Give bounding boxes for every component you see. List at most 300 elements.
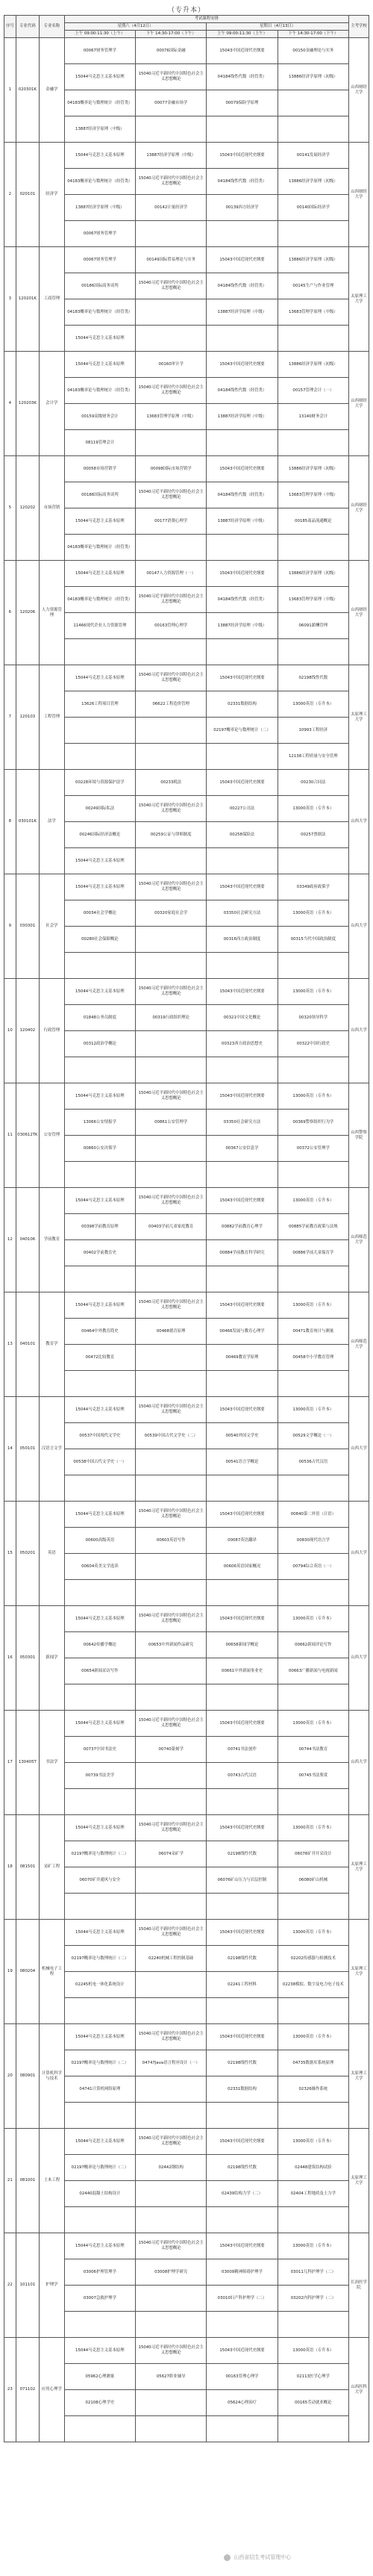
course-cell: 03350社会研究方法 [207, 900, 278, 927]
course-cell [278, 1894, 348, 1920]
course-cell: 04183概率论与数理统计（经管类） [64, 299, 135, 326]
course-cell: 15043中国近现代史纲要 [207, 1920, 278, 1946]
course-cell: 00185商品流通概论 [278, 508, 348, 535]
row-number: 7 [4, 665, 16, 770]
course-cell: 13626工程项目管理 [64, 691, 135, 718]
major-name: 计算机科学与技术 [40, 2024, 65, 2129]
major-name: 英语 [40, 1502, 65, 1606]
course-cell [64, 1162, 135, 1188]
course-cell: 00466发展与教育心理学 [207, 1319, 278, 1345]
row-number: 12 [4, 1188, 16, 1292]
course-cell: 10993工程经济 [278, 718, 348, 744]
course-cell: 02439结构力学（二） [207, 2181, 278, 2207]
course-cell: 00737中国书法史 [64, 1737, 135, 1763]
course-cell [278, 1162, 348, 1188]
course-cell [207, 430, 278, 456]
course-cell: 00177消费心理学 [136, 508, 207, 535]
course-cell: 15040习近平新时代中国特色社会主义思想概论 [136, 1292, 207, 1319]
course-cell: 15043中国近现代史纲要 [207, 770, 278, 796]
course-cell: 00163管理心理学 [136, 613, 207, 639]
host-school: 山西大学 [349, 874, 369, 979]
table-row [4, 1815, 369, 1841]
row-number: 11 [4, 1083, 16, 1188]
course-cell: 00227公司法 [207, 796, 278, 822]
row-number: 10 [4, 979, 16, 1083]
course-cell: 06070矿井通风与安全 [64, 1867, 135, 1894]
major-code: 120203K [16, 352, 39, 456]
course-cell: 02197概率论与数理统计（二） [64, 1841, 135, 1867]
course-cell [136, 1789, 207, 1815]
course-cell: 02197概率论与数理统计（二） [64, 2155, 135, 2181]
course-cell: 00744书法教育 [278, 1737, 348, 1763]
course-cell: 00149国际贸易理论与实务 [136, 247, 207, 273]
course-cell [136, 221, 207, 247]
major-name: 工商管理 [40, 247, 65, 352]
course-cell [207, 2416, 278, 2442]
course-cell: 00258保险法 [207, 822, 278, 848]
course-cell: 06076矿山压力与岩层控制 [207, 1867, 278, 1894]
course-cell: 15040习近平新时代中国特色社会主义思想概论 [136, 979, 207, 1005]
course-cell: 00372公安管理学 [278, 1136, 348, 1162]
host-school: 太原理工大学 [349, 1920, 369, 2024]
major-name: 市场营销 [40, 456, 65, 561]
host-school: 太原理工大学 [349, 247, 369, 352]
course-cell: 05962心理测量 [64, 2364, 135, 2390]
course-cell: 04747Java语言程序设计（一） [136, 2050, 207, 2076]
course-cell: 15043中国近现代史纲要 [207, 1606, 278, 1632]
course-cell: 15043中国近现代史纲要 [207, 1397, 278, 1423]
course-cell: 13886经济学原理（初级） [278, 169, 348, 195]
course-cell: 11466现代企业人力资源管理 [64, 613, 135, 639]
course-cell: 00830现代语言学 [278, 1528, 348, 1554]
host-school: 山西财经大学 [349, 456, 369, 561]
course-cell: 15040习近平新时代中国特色社会主义思想概论 [136, 1397, 207, 1423]
course-cell: 00885学前教育政策与法规 [278, 1214, 348, 1240]
row-number: 16 [4, 1606, 16, 1711]
course-cell: 13887经济学原理（中级） [64, 195, 135, 221]
host-school: 山西财经大学 [349, 352, 369, 456]
course-cell: 04735数据库系统原理 [278, 2050, 348, 2076]
course-cell: 04741计算机网络原理 [64, 2076, 135, 2103]
course-cell: 15044马克思主义基本原理 [64, 665, 135, 691]
major-code: 020101 [16, 143, 39, 247]
course-cell [136, 2312, 207, 2338]
major-name: 应用心理学 [40, 2338, 65, 2442]
course-cell: 00312政治学概论 [64, 1031, 135, 1057]
course-cell [136, 1345, 207, 1371]
course-cell: 15040习近平新时代中国特色社会主义思想概论 [136, 1920, 207, 1946]
course-cell: 13000英语（专升本） [278, 1711, 348, 1737]
course-cell: 15044马克思主义基本原理 [64, 2024, 135, 2050]
course-cell [136, 1580, 207, 1606]
course-cell [136, 718, 207, 744]
course-cell: 00257票据法 [278, 822, 348, 848]
course-cell: 15043中国近现代史纲要 [207, 1815, 278, 1841]
course-cell: 13683管理学原理（中级） [278, 299, 348, 326]
course-cell [136, 1658, 207, 1684]
course-cell: 02108心理学史 [64, 2390, 135, 2416]
course-cell [136, 2181, 207, 2207]
course-cell: 15040习近平新时代中国特色社会主义思想概论 [136, 796, 207, 822]
schedule-body [4, 38, 369, 2442]
host-school: 山西警察学院 [349, 1083, 369, 1188]
course-cell: 00142计量经济学 [136, 195, 207, 221]
course-cell: 02238模拟、数字及电力电子技术 [278, 1972, 348, 1998]
course-cell: 12138工程质量与安全管理 [278, 744, 348, 770]
course-cell [136, 1894, 207, 1920]
course-cell: 00458中小学教育管理 [278, 1345, 348, 1371]
course-cell [136, 1449, 207, 1475]
course-cell [136, 1240, 207, 1266]
course-cell: 13683管理学原理（中级） [278, 587, 348, 613]
course-cell [278, 1789, 348, 1815]
course-cell [64, 1894, 135, 1920]
table-row [4, 1606, 369, 1632]
row-number: 14 [4, 1397, 16, 1502]
major-code: 040106 [16, 1188, 39, 1292]
course-cell: 15043中国近现代史纲要 [207, 665, 278, 691]
header-no: 序号 [4, 16, 16, 38]
course-cell [207, 326, 278, 352]
course-cell: 02198线性代数 [207, 1841, 278, 1867]
course-cell [278, 1057, 348, 1083]
course-cell: 00233税法 [136, 770, 207, 796]
course-cell: 01848公务员制度 [64, 1005, 135, 1031]
major-code: 080204 [16, 1920, 39, 2024]
course-cell: 15043中国近现代史纲要 [207, 2233, 278, 2259]
course-cell [278, 848, 348, 874]
host-school: 山西大学 [349, 1397, 369, 1502]
host-school: 山西大学 [349, 979, 369, 1083]
major-code: 120206 [16, 561, 39, 665]
course-cell: 15044马克思主义基本原理 [64, 561, 135, 587]
row-number: 20 [4, 2024, 16, 2129]
host-school: 山西大学 [349, 1606, 369, 1711]
course-cell: 02113医学心理学 [278, 2364, 348, 2390]
major-name: 法学 [40, 770, 65, 874]
table-row [4, 456, 369, 482]
course-cell: 15043中国近现代史纲要 [207, 38, 278, 64]
course-cell [64, 1580, 135, 1606]
course-cell: 15044马克思主义基本原理 [64, 326, 135, 352]
course-cell: 02331数据结构 [207, 2076, 278, 2103]
course-cell: 13683管理学原理（中级） [278, 482, 348, 508]
header-name: 专业名称 [40, 16, 65, 38]
course-cell: 15043中国近现代史纲要 [207, 1188, 278, 1214]
course-cell: 04183概率论与数理统计（经管类） [64, 535, 135, 561]
course-cell: 00860公安决策学 [64, 1136, 135, 1162]
course-cell [136, 1266, 207, 1292]
header-day2: 星期日（4月13日） [207, 23, 349, 31]
course-cell: 00882学前教育心理学 [207, 1214, 278, 1240]
course-cell: 06091薪酬管理 [278, 613, 348, 639]
course-cell: 15044马克思主义基本原理 [64, 979, 135, 1005]
course-cell: 15044马克思主义基本原理 [64, 1292, 135, 1319]
course-cell: 15043中国近现代史纲要 [207, 874, 278, 900]
course-cell: 00067财务管理学 [64, 247, 135, 273]
course-cell: 00077金融市场学 [136, 90, 207, 116]
course-cell: 00163管理心理学 [207, 2364, 278, 2390]
course-cell [278, 116, 348, 143]
course-cell [278, 1580, 348, 1606]
course-cell: 00402学前教育史 [64, 1240, 135, 1266]
course-cell [64, 953, 135, 979]
course-cell: 13886经济学原理（初级） [278, 64, 348, 90]
course-cell: 06080矿山机械 [278, 1867, 348, 1894]
course-cell: 00230合同法 [278, 770, 348, 796]
header-slot1: 上午 09:00-11:30（上午） [64, 31, 135, 38]
course-cell: 15043中国近现代史纲要 [207, 143, 278, 169]
host-school: 太原理工大学 [349, 665, 369, 770]
table-row [4, 1083, 369, 1110]
course-cell: 00165劳动就业概论 [278, 2390, 348, 2416]
course-cell: 15043中国近现代史纲要 [207, 2129, 278, 2155]
course-cell: 02198线性代数 [207, 2050, 278, 2076]
host-school: 山西大学 [349, 1502, 369, 1606]
major-code: 050101 [16, 1397, 39, 1502]
course-cell [278, 639, 348, 665]
table-row [4, 2338, 369, 2364]
host-school: 山西大学 [349, 770, 369, 874]
course-cell: 15044马克思主义基本原理 [64, 352, 135, 378]
course-cell [136, 1136, 207, 1162]
table-row [4, 1188, 369, 1214]
course-cell: 13000英语（专升本） [278, 2338, 348, 2364]
table-row [4, 1292, 369, 1319]
major-name: 人力资源管理 [40, 561, 65, 665]
course-cell: 04183概率论与数理统计（经管类） [64, 587, 135, 613]
course-cell: 15040习近平新时代中国特色社会主义思想概论 [136, 378, 207, 404]
course-cell [207, 2312, 278, 2338]
course-cell: 03007急救护理学 [64, 2286, 135, 2312]
course-cell [278, 2103, 348, 2129]
course-cell: 00468德育原理 [136, 1319, 207, 1345]
course-cell: 15044马克思主义基本原理 [64, 1711, 135, 1737]
course-cell: 15040习近平新时代中国特色社会主义思想概论 [136, 1502, 207, 1528]
course-cell: 00540外国文学史 [207, 1423, 278, 1449]
course-cell: 15044马克思主义基本原理 [64, 64, 135, 90]
course-cell: 00658新闻学概论 [207, 1632, 278, 1658]
course-cell: 00471教育统计与测量 [278, 1319, 348, 1345]
course-cell: 03006护理管理学 [64, 2259, 135, 2286]
watermark-text: 山西省招生考试管理中心 [233, 2554, 292, 2560]
major-code: 120402 [16, 979, 39, 1083]
course-cell: 04184线性代数（经管类） [207, 169, 278, 195]
row-number: 21 [4, 2129, 16, 2233]
course-cell: 00322中国行政史 [278, 1031, 348, 1057]
host-school: 山西师范大学 [349, 1188, 369, 1292]
table-row [4, 38, 369, 64]
course-cell: 15040习近平新时代中国特色社会主义思想概论 [136, 2233, 207, 2259]
table-row [4, 665, 369, 691]
course-cell: 13066公安情报学 [64, 1110, 135, 1136]
course-cell: 00280社会保障概论 [64, 927, 135, 953]
course-cell [207, 1580, 278, 1606]
course-cell [207, 221, 278, 247]
course-cell: 13000英语（专升本） [278, 1397, 348, 1423]
course-cell: 00794综合英语（一） [278, 1554, 348, 1580]
course-cell: 15040习近平新时代中国特色社会主义思想概论 [136, 64, 207, 90]
course-cell [136, 1371, 207, 1397]
course-cell: 00653中外新闻作品研究 [136, 1632, 207, 1658]
host-school: 山西财经大学 [349, 561, 369, 665]
course-cell [207, 953, 278, 979]
course-cell [136, 744, 207, 770]
course-cell: 00141发展经济学 [278, 143, 348, 169]
course-cell [136, 1867, 207, 1894]
course-cell: 03010妇产科护理学（二） [207, 2286, 278, 2312]
course-cell [207, 1475, 278, 1502]
table-row [4, 979, 369, 1005]
major-code: 071102 [16, 2338, 39, 2442]
course-cell [207, 1894, 278, 1920]
course-cell: 15043中国近现代史纲要 [207, 1502, 278, 1528]
course-cell [278, 2312, 348, 2338]
header-code: 专业代码 [16, 16, 39, 38]
course-cell: 04184线性代数（经管类） [207, 378, 278, 404]
course-cell [64, 1998, 135, 2024]
course-cell [207, 1998, 278, 2024]
course-cell: 00067财务管理学 [64, 221, 135, 247]
course-cell [207, 1371, 278, 1397]
course-cell [64, 2103, 135, 2129]
course-cell: 13000英语（专升本） [278, 979, 348, 1005]
header-slot2: 下午 14:30-17:00（下午） [136, 31, 207, 38]
row-number: 9 [4, 874, 16, 979]
course-cell: 15040习近平新时代中国特色社会主义思想概论 [136, 1188, 207, 1214]
course-cell: 02404工程地质及土力学 [278, 2181, 348, 2207]
table-row [4, 874, 369, 900]
course-cell: 04184线性代数（经管类） [207, 273, 278, 299]
course-cell: 15044马克思主义基本原理 [64, 1083, 135, 1110]
course-cell [64, 1789, 135, 1815]
row-number: 15 [4, 1502, 16, 1606]
row-number: 8 [4, 770, 16, 874]
course-cell [207, 535, 278, 561]
major-name: 机械电子工程 [40, 1920, 65, 2024]
major-code: 120103 [16, 665, 39, 770]
course-cell [278, 1371, 348, 1397]
course-cell [278, 1475, 348, 1502]
course-cell: 00320家庭社会学 [136, 900, 207, 927]
course-cell [64, 1266, 135, 1292]
course-cell: 15044马克思主义基本原理 [64, 1397, 135, 1423]
row-number: 13 [4, 1292, 16, 1397]
course-cell: 04184线性代数（经管类） [207, 482, 278, 508]
course-cell: 06078矿井开采设计 [278, 1841, 348, 1867]
course-cell: 13886经济学原理（初级） [278, 352, 348, 378]
course-cell: 00539中国古代文学史（二） [136, 1423, 207, 1449]
course-cell: 00186国际商务谈判 [64, 482, 135, 508]
course-cell: 15044马克思主义基本原理 [64, 2233, 135, 2259]
course-cell: 02442钢结构 [136, 2155, 207, 2181]
course-cell: 00886学前儿童保育学 [278, 1240, 348, 1266]
course-cell: 15040习近平新时代中国特色社会主义思想概论 [136, 1606, 207, 1632]
course-cell: 15043中国近现代史纲要 [207, 352, 278, 378]
course-cell: 04184线性代数（经管类） [207, 64, 278, 90]
row-number: 18 [4, 1815, 16, 1920]
course-cell: 00259公证与律师制度 [136, 822, 207, 848]
course-cell [207, 639, 278, 665]
course-cell: 15043中国近现代史纲要 [207, 1292, 278, 1319]
course-cell: 00150金融理论与实务 [278, 38, 348, 64]
course-cell: 03349政府政策学 [278, 874, 348, 900]
row-number: 19 [4, 1920, 16, 2024]
course-cell [136, 326, 207, 352]
course-cell: 00741书法创作 [207, 1737, 278, 1763]
course-cell: 00249国际私法 [64, 796, 135, 822]
course-cell: 00662新闻评论写作 [278, 1632, 348, 1658]
course-cell: 00654新闻采访写作 [64, 1658, 135, 1684]
course-cell: 04183概率论与数理统计（经管类） [64, 378, 135, 404]
row-number: 3 [4, 247, 16, 352]
course-cell [136, 2207, 207, 2233]
course-cell [207, 1162, 278, 1188]
course-cell: 03008护理学研究 [136, 2259, 207, 2286]
course-cell: 00604英美文学选读 [64, 1554, 135, 1580]
major-code: 130405T [16, 1711, 39, 1815]
course-cell: 15044马克思主义基本原理 [64, 874, 135, 900]
major-name: 社会学 [40, 874, 65, 979]
course-cell [136, 2103, 207, 2129]
course-cell: 03350社会研究方法 [207, 1110, 278, 1136]
course-cell [207, 744, 278, 770]
table-row [4, 2024, 369, 2050]
major-code: 081501 [16, 1815, 39, 1920]
major-code: 081001 [16, 2129, 39, 2233]
course-cell: 00160审计学 [136, 352, 207, 378]
major-name: 教育学 [40, 1292, 65, 1397]
course-cell [207, 848, 278, 874]
course-cell: 00538中国古代文学史（一） [64, 1449, 135, 1475]
course-cell [136, 1684, 207, 1711]
course-cell: 00157管理会计（一） [278, 378, 348, 404]
course-cell [136, 1057, 207, 1083]
course-cell: 15043中国近现代史纲要 [207, 456, 278, 482]
course-cell [207, 1789, 278, 1815]
course-cell: 15040习近平新时代中国特色社会主义思想概论 [136, 874, 207, 900]
course-cell [136, 848, 207, 874]
course-cell: 15040习近平新时代中国特色社会主义思想概论 [136, 2338, 207, 2364]
course-cell: 03009精神障碍护理学 [207, 2259, 278, 2286]
header-slot4: 下午 14:30-17:00（下午） [278, 31, 348, 38]
host-school: 山西医科大学 [349, 2338, 369, 2442]
watermark [224, 2554, 291, 2561]
course-cell: 15040习近平新时代中国特色社会主义思想概论 [136, 665, 207, 691]
course-cell: 00603英语写作 [136, 1528, 207, 1554]
course-cell: 13000英语（专升本） [278, 796, 348, 822]
course-cell: 00663广播新闻与电视新闻 [278, 1658, 348, 1684]
course-cell: 13000英语（专升本） [278, 1188, 348, 1214]
row-number: 17 [4, 1711, 16, 1815]
course-cell: 02198线性代数 [207, 1946, 278, 1972]
host-school: 山西财经大学 [349, 38, 369, 143]
course-cell: 08119管理会计 [64, 430, 135, 456]
course-cell [207, 2103, 278, 2129]
course-cell: 00464中外教育简史 [64, 1319, 135, 1345]
major-name: 会计学 [40, 352, 65, 456]
course-cell: 15040习近平新时代中国特色社会主义思想概论 [136, 1711, 207, 1737]
major-code: 050301 [16, 1606, 39, 1711]
course-cell: 13000英语（专升本） [278, 1083, 348, 1110]
course-cell: 15040习近平新时代中国特色社会主义思想概论 [136, 169, 207, 195]
major-name: 公安管理 [40, 1083, 65, 1188]
course-cell: 15044马克思主义基本原理 [64, 1606, 135, 1632]
course-cell [207, 1266, 278, 1292]
course-cell: 00403学前儿童家庭教育 [136, 1214, 207, 1240]
major-name: 书法学 [40, 1711, 65, 1815]
course-cell: 00147人力资源管理（一） [136, 561, 207, 587]
